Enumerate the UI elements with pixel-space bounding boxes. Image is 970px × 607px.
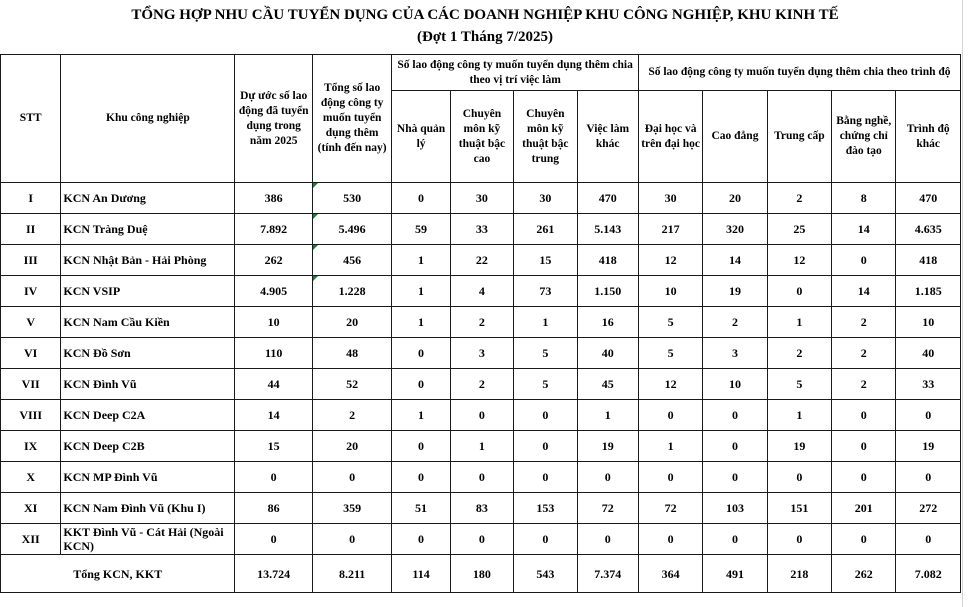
cell-value: 3 xyxy=(703,338,767,369)
cell-value: 44 xyxy=(235,369,312,400)
cell-khu-cong-nghiep: KCN Đình Vũ xyxy=(61,369,235,400)
cell-stt: VI xyxy=(1,338,61,369)
cell-value: 33 xyxy=(896,369,961,400)
cell-value: 10 xyxy=(638,276,702,307)
header-nha-quan-ly: Nhà quản lý xyxy=(392,91,450,183)
cell-value: 0 xyxy=(896,462,961,493)
table-row xyxy=(1,431,961,462)
cell-value: 0 xyxy=(514,400,577,431)
cell-value: 2 xyxy=(450,369,513,400)
total-value: 8.211 xyxy=(312,555,391,593)
cell-value: 0 xyxy=(638,524,702,555)
cell-value: 10 xyxy=(703,369,767,400)
cell-value: 261 xyxy=(514,214,577,245)
cell-value: 0 xyxy=(896,400,961,431)
cell-value: 0 xyxy=(832,431,896,462)
header-ky-thuat-bac-trung: Chuyên môn kỹ thuật bậc trung xyxy=(514,91,577,183)
cell-value: 5 xyxy=(514,369,577,400)
total-row xyxy=(1,555,961,593)
cell-value: 0 xyxy=(703,524,767,555)
cell-value: 1 xyxy=(450,431,513,462)
cell-value: 418 xyxy=(577,245,638,276)
cell-value: 1 xyxy=(392,276,450,307)
cell-value: 272 xyxy=(896,493,961,524)
cell-value: 1 xyxy=(514,307,577,338)
cell-stt: IX xyxy=(1,431,61,462)
cell-stt: III xyxy=(1,245,61,276)
total-label: Tổng KCN, KKT xyxy=(1,555,235,593)
cell-value: 0 xyxy=(235,524,312,555)
cell-value: 0 xyxy=(235,462,312,493)
header-tong-so: Tổng số lao động công ty muốn tuyển dụng thêm (tính đến nay) xyxy=(312,55,391,183)
cell-value: 1 xyxy=(392,245,450,276)
table-row xyxy=(1,214,961,245)
cell-value: 0 xyxy=(392,462,450,493)
cell-value: 0 xyxy=(450,400,513,431)
header-trung-cap: Trung cấp xyxy=(767,91,831,183)
cell-value: 418 xyxy=(896,245,961,276)
cell-value: 33 xyxy=(450,214,513,245)
cell-khu-cong-nghiep: KCN An Dương xyxy=(61,183,235,214)
cell-value: 14 xyxy=(703,245,767,276)
cell-value: 0 xyxy=(450,462,513,493)
table-row xyxy=(1,400,961,431)
header-group-trinh-do: Số lao động công ty muốn tuyển dụng thêm chia theo trình độ xyxy=(638,55,960,91)
cell-value: 52 xyxy=(312,369,391,400)
table-row xyxy=(1,245,961,276)
cell-value: 470 xyxy=(896,183,961,214)
cell-stt: XI xyxy=(1,493,61,524)
cell-stt: XII xyxy=(1,524,61,555)
cell-value: 2 xyxy=(312,400,391,431)
cell-value: 0 xyxy=(767,276,831,307)
report-title: TỔNG HỢP NHU CẦU TUYỂN DỤNG CỦA CÁC DOANH NGHIỆP KHU CÔNG NGHIỆP, KHU KINH TẾ xyxy=(131,7,839,23)
cell-stt: X xyxy=(1,462,61,493)
comment-marker-icon xyxy=(313,276,318,281)
cell-value: 217 xyxy=(638,214,702,245)
cell-value: 4.905 xyxy=(235,276,312,307)
cell-stt: IV xyxy=(1,276,61,307)
cell-value: 530 xyxy=(312,183,391,214)
cell-value: 1 xyxy=(392,400,450,431)
cell-value: 5 xyxy=(638,338,702,369)
cell-value: 51 xyxy=(392,493,450,524)
cell-value: 19 xyxy=(703,276,767,307)
cell-value: 0 xyxy=(514,524,577,555)
total-value: 491 xyxy=(703,555,767,593)
cell-khu-cong-nghiep: KCN VSIP xyxy=(61,276,235,307)
cell-value: 456 xyxy=(312,245,391,276)
cell-value: 83 xyxy=(450,493,513,524)
cell-value: 0 xyxy=(703,462,767,493)
total-value: 13.724 xyxy=(235,555,312,593)
cell-value: 0 xyxy=(514,462,577,493)
cell-value: 14 xyxy=(235,400,312,431)
cell-khu-cong-nghiep: KCN MP Đình Vũ xyxy=(61,462,235,493)
cell-value: 72 xyxy=(638,493,702,524)
cell-value: 103 xyxy=(703,493,767,524)
cell-value: 5 xyxy=(514,338,577,369)
cell-value: 4.635 xyxy=(896,214,961,245)
comment-marker-icon xyxy=(313,183,318,188)
cell-value: 1.150 xyxy=(577,276,638,307)
cell-value: 48 xyxy=(312,338,391,369)
cell-value: 0 xyxy=(638,400,702,431)
cell-value: 40 xyxy=(896,338,961,369)
report-subtitle: (Đợt 1 Tháng 7/2025) xyxy=(417,29,553,45)
comment-marker-icon xyxy=(313,214,318,219)
cell-value: 386 xyxy=(235,183,312,214)
cell-value: 5 xyxy=(638,307,702,338)
cell-value: 20 xyxy=(703,183,767,214)
cell-value: 20 xyxy=(312,431,391,462)
cell-value: 0 xyxy=(312,524,391,555)
table-row xyxy=(1,307,961,338)
total-value: 114 xyxy=(392,555,450,593)
cell-value: 30 xyxy=(450,183,513,214)
cell-value: 14 xyxy=(832,214,896,245)
cell-value: 0 xyxy=(392,431,450,462)
cell-value: 0 xyxy=(767,462,831,493)
cell-value: 320 xyxy=(703,214,767,245)
cell-value: 16 xyxy=(577,307,638,338)
cell-stt: I xyxy=(1,183,61,214)
total-value: 180 xyxy=(450,555,513,593)
cell-value: 19 xyxy=(896,431,961,462)
cell-value: 0 xyxy=(392,369,450,400)
cell-value: 30 xyxy=(638,183,702,214)
cell-value: 0 xyxy=(392,338,450,369)
header-dai-hoc: Đại học và trên đại học xyxy=(638,91,702,183)
cell-khu-cong-nghiep: KCN Deep C2A xyxy=(61,400,235,431)
cell-value: 20 xyxy=(312,307,391,338)
cell-value: 0 xyxy=(767,524,831,555)
table-row xyxy=(1,524,961,555)
cell-value: 151 xyxy=(767,493,831,524)
header-bang-nghe: Bằng nghề, chứng chỉ đào tạo xyxy=(832,91,896,183)
cell-value: 2 xyxy=(832,369,896,400)
header-group-vi-tri: Số lao động công ty muốn tuyển dụng thêm chia theo vị trí việc làm xyxy=(392,55,639,91)
cell-value: 1 xyxy=(392,307,450,338)
cell-value: 0 xyxy=(450,524,513,555)
cell-value: 59 xyxy=(392,214,450,245)
cell-value: 2 xyxy=(703,307,767,338)
cell-value: 0 xyxy=(638,462,702,493)
cell-value: 0 xyxy=(703,400,767,431)
total-value: 7.374 xyxy=(577,555,638,593)
header-khu-cong-nghiep: Khu công nghiệp xyxy=(61,55,235,183)
comment-marker-icon xyxy=(313,245,318,250)
cell-value: 25 xyxy=(767,214,831,245)
cell-khu-cong-nghiep: KKT Đình Vũ - Cát Hải (Ngoài KCN) xyxy=(61,524,235,555)
cell-value: 2 xyxy=(832,338,896,369)
cell-value: 19 xyxy=(767,431,831,462)
cell-value: 5.143 xyxy=(577,214,638,245)
cell-value: 4 xyxy=(450,276,513,307)
cell-value: 14 xyxy=(832,276,896,307)
cell-value: 2 xyxy=(832,307,896,338)
cell-value: 1.228 xyxy=(312,276,391,307)
cell-value: 470 xyxy=(577,183,638,214)
cell-value: 0 xyxy=(577,462,638,493)
table-row xyxy=(1,462,961,493)
cell-value: 1 xyxy=(767,400,831,431)
table-row xyxy=(1,276,961,307)
cell-value: 2 xyxy=(767,338,831,369)
header-trinh-do-khac: Trình độ khác xyxy=(896,91,961,183)
cell-value: 15 xyxy=(235,431,312,462)
cell-value: 10 xyxy=(235,307,312,338)
cell-value: 201 xyxy=(832,493,896,524)
cell-value: 8 xyxy=(832,183,896,214)
cell-value: 0 xyxy=(312,462,391,493)
cell-value: 2 xyxy=(767,183,831,214)
cell-value: 2 xyxy=(450,307,513,338)
total-value: 262 xyxy=(832,555,896,593)
cell-value: 1 xyxy=(638,431,702,462)
cell-value: 22 xyxy=(450,245,513,276)
sheet-gridline xyxy=(962,0,963,607)
cell-value: 7.892 xyxy=(235,214,312,245)
header-ky-thuat-bac-cao: Chuyên môn kỹ thuật bậc cao xyxy=(450,91,513,183)
cell-value: 3 xyxy=(450,338,513,369)
total-value: 543 xyxy=(514,555,577,593)
cell-value: 12 xyxy=(767,245,831,276)
cell-value: 1 xyxy=(577,400,638,431)
cell-value: 5 xyxy=(767,369,831,400)
cell-value: 40 xyxy=(577,338,638,369)
cell-khu-cong-nghiep: KCN Nhật Bản - Hải Phòng xyxy=(61,245,235,276)
cell-value: 19 xyxy=(577,431,638,462)
cell-value: 359 xyxy=(312,493,391,524)
total-value: 364 xyxy=(638,555,702,593)
cell-value: 45 xyxy=(577,369,638,400)
cell-value: 86 xyxy=(235,493,312,524)
cell-khu-cong-nghiep: KCN Nam Đình Vũ (Khu I) xyxy=(61,493,235,524)
header-stt: STT xyxy=(1,55,61,183)
cell-value: 0 xyxy=(392,524,450,555)
table-row xyxy=(1,369,961,400)
cell-value: 15 xyxy=(514,245,577,276)
cell-value: 0 xyxy=(896,524,961,555)
recruitment-table xyxy=(0,54,961,593)
cell-value: 153 xyxy=(514,493,577,524)
cell-stt: VII xyxy=(1,369,61,400)
cell-value: 73 xyxy=(514,276,577,307)
header-du-uoc: Dự ước số lao động đã tuyển dụng trong năm 2025 xyxy=(235,55,312,183)
cell-value: 262 xyxy=(235,245,312,276)
cell-stt: V xyxy=(1,307,61,338)
total-value: 218 xyxy=(767,555,831,593)
cell-value: 12 xyxy=(638,245,702,276)
cell-value: 0 xyxy=(577,524,638,555)
cell-stt: VIII xyxy=(1,400,61,431)
cell-value: 5.496 xyxy=(312,214,391,245)
header-cao-dang: Cao đẳng xyxy=(703,91,767,183)
cell-value: 12 xyxy=(638,369,702,400)
cell-value: 0 xyxy=(832,524,896,555)
cell-value: 1 xyxy=(767,307,831,338)
table-row xyxy=(1,493,961,524)
table-row xyxy=(1,338,961,369)
cell-stt: II xyxy=(1,214,61,245)
cell-value: 0 xyxy=(832,462,896,493)
cell-khu-cong-nghiep: KCN Nam Cầu Kiền xyxy=(61,307,235,338)
cell-value: 0 xyxy=(832,245,896,276)
cell-value: 72 xyxy=(577,493,638,524)
total-value: 7.082 xyxy=(896,555,961,593)
cell-khu-cong-nghiep: KCN Deep C2B xyxy=(61,431,235,462)
cell-value: 0 xyxy=(703,431,767,462)
cell-value: 0 xyxy=(392,183,450,214)
cell-value: 0 xyxy=(832,400,896,431)
cell-value: 1.185 xyxy=(896,276,961,307)
header-viec-lam-khac: Việc làm khác xyxy=(577,91,638,183)
cell-khu-cong-nghiep: KCN Đồ Sơn xyxy=(61,338,235,369)
table-row xyxy=(1,183,961,214)
cell-value: 30 xyxy=(514,183,577,214)
cell-value: 0 xyxy=(514,431,577,462)
cell-value: 110 xyxy=(235,338,312,369)
cell-value: 10 xyxy=(896,307,961,338)
cell-khu-cong-nghiep: KCN Tràng Duệ xyxy=(61,214,235,245)
